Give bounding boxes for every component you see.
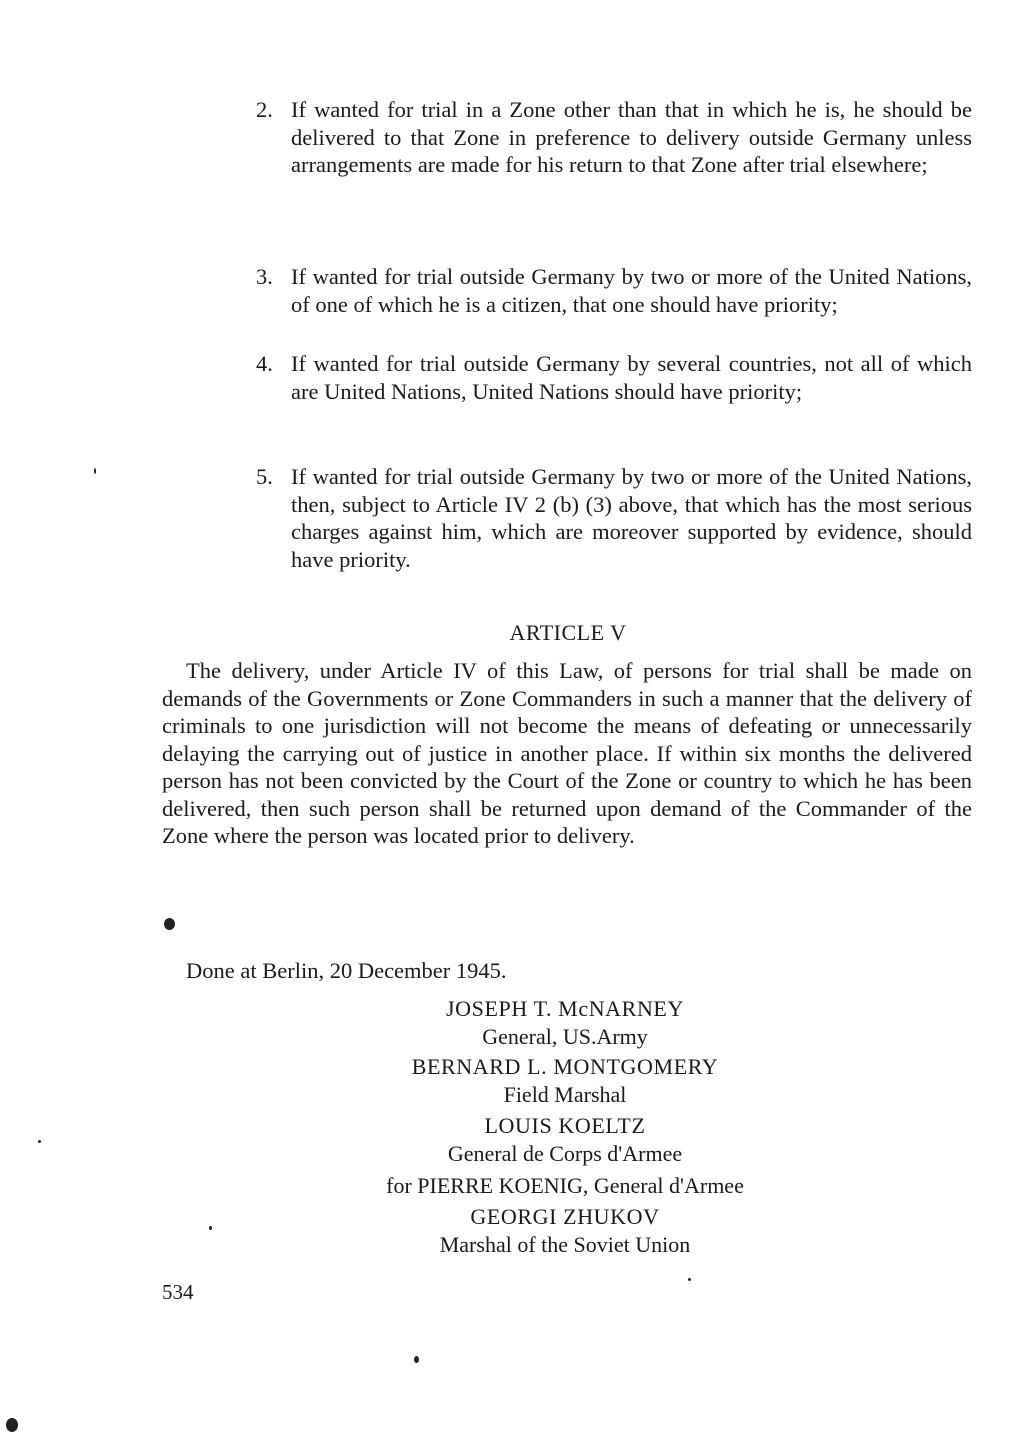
item-text: If wanted for trial outside Germany by two or more of the United Nations, then, subject to Article IV 2 (b) (3) above, that which has the most serious charges against him, which are moreover supported by evidence, should have priority. [291, 464, 972, 572]
signatory-title: Field Marshal [503, 1082, 627, 1107]
item-text: If wanted for trial outside Germany by several countries, not all of which are United Nations, United Nations should have priority; [291, 351, 972, 404]
article-heading: ARTICLE V [509, 620, 627, 645]
item-text: If wanted for trial in a Zone other than that in which he is, he should be delivered to that Zone in preference to delivery outside Germany unless arrangements are made for his return to that Zone after trial elsewhere; [291, 97, 972, 177]
ink-spot [414, 1356, 419, 1363]
list-item-2 [256, 96, 972, 179]
page-number: 534 [162, 1280, 194, 1304]
ink-spot [94, 468, 96, 474]
signatory-title: Marshal of the Soviet Union [439, 1232, 691, 1257]
ink-spot [209, 1226, 212, 1230]
ink-spot [164, 918, 175, 930]
signatory-title: General, US.Army [482, 1024, 648, 1049]
item-text: If wanted for trial outside Germany by two or more of the United Nations, of one of which he is a citizen, that one should have priority; [291, 264, 972, 317]
signatory-title: General de Corps d'Armee [447, 1141, 683, 1166]
signatory-name: JOSEPH T. McNARNEY [446, 996, 684, 1021]
done-at-line: Done at Berlin, 20 December 1945. [186, 958, 507, 983]
ink-spot [38, 1140, 41, 1143]
signatory-on-behalf: for PIERRE KOENIG, General d'Armee [386, 1173, 744, 1198]
article-body: The delivery, under Article IV of this Law, of persons for trial shall be made on demands of the Governments or Zone Commanders in such a manner that the delivery of criminals to one jurisdiction will not become the means of defeating or unnecessarily delaying the carrying out of justice in another place. If within six months the delivered person has not been convicted by the Court of the Zone or country to which he has been delivered, then such person shall be returned upon demand of the Commander of the Zone where the person was located prior to delivery. [162, 658, 972, 848]
ink-spot [6, 1418, 18, 1432]
item-number: 3. [256, 264, 273, 289]
signatory-name: BERNARD L. MONTGOMERY [411, 1054, 719, 1079]
list-item-3 [256, 263, 972, 318]
item-number: 4. [256, 351, 273, 376]
item-number: 2. [256, 97, 273, 122]
list-item-5 [256, 463, 972, 573]
list-item-4 [256, 350, 972, 405]
ink-spot [688, 1278, 691, 1281]
item-number: 5. [256, 464, 273, 489]
signatory-name: GEORGI ZHUKOV [470, 1204, 660, 1229]
signatory-name: LOUIS KOELTZ [484, 1113, 646, 1138]
